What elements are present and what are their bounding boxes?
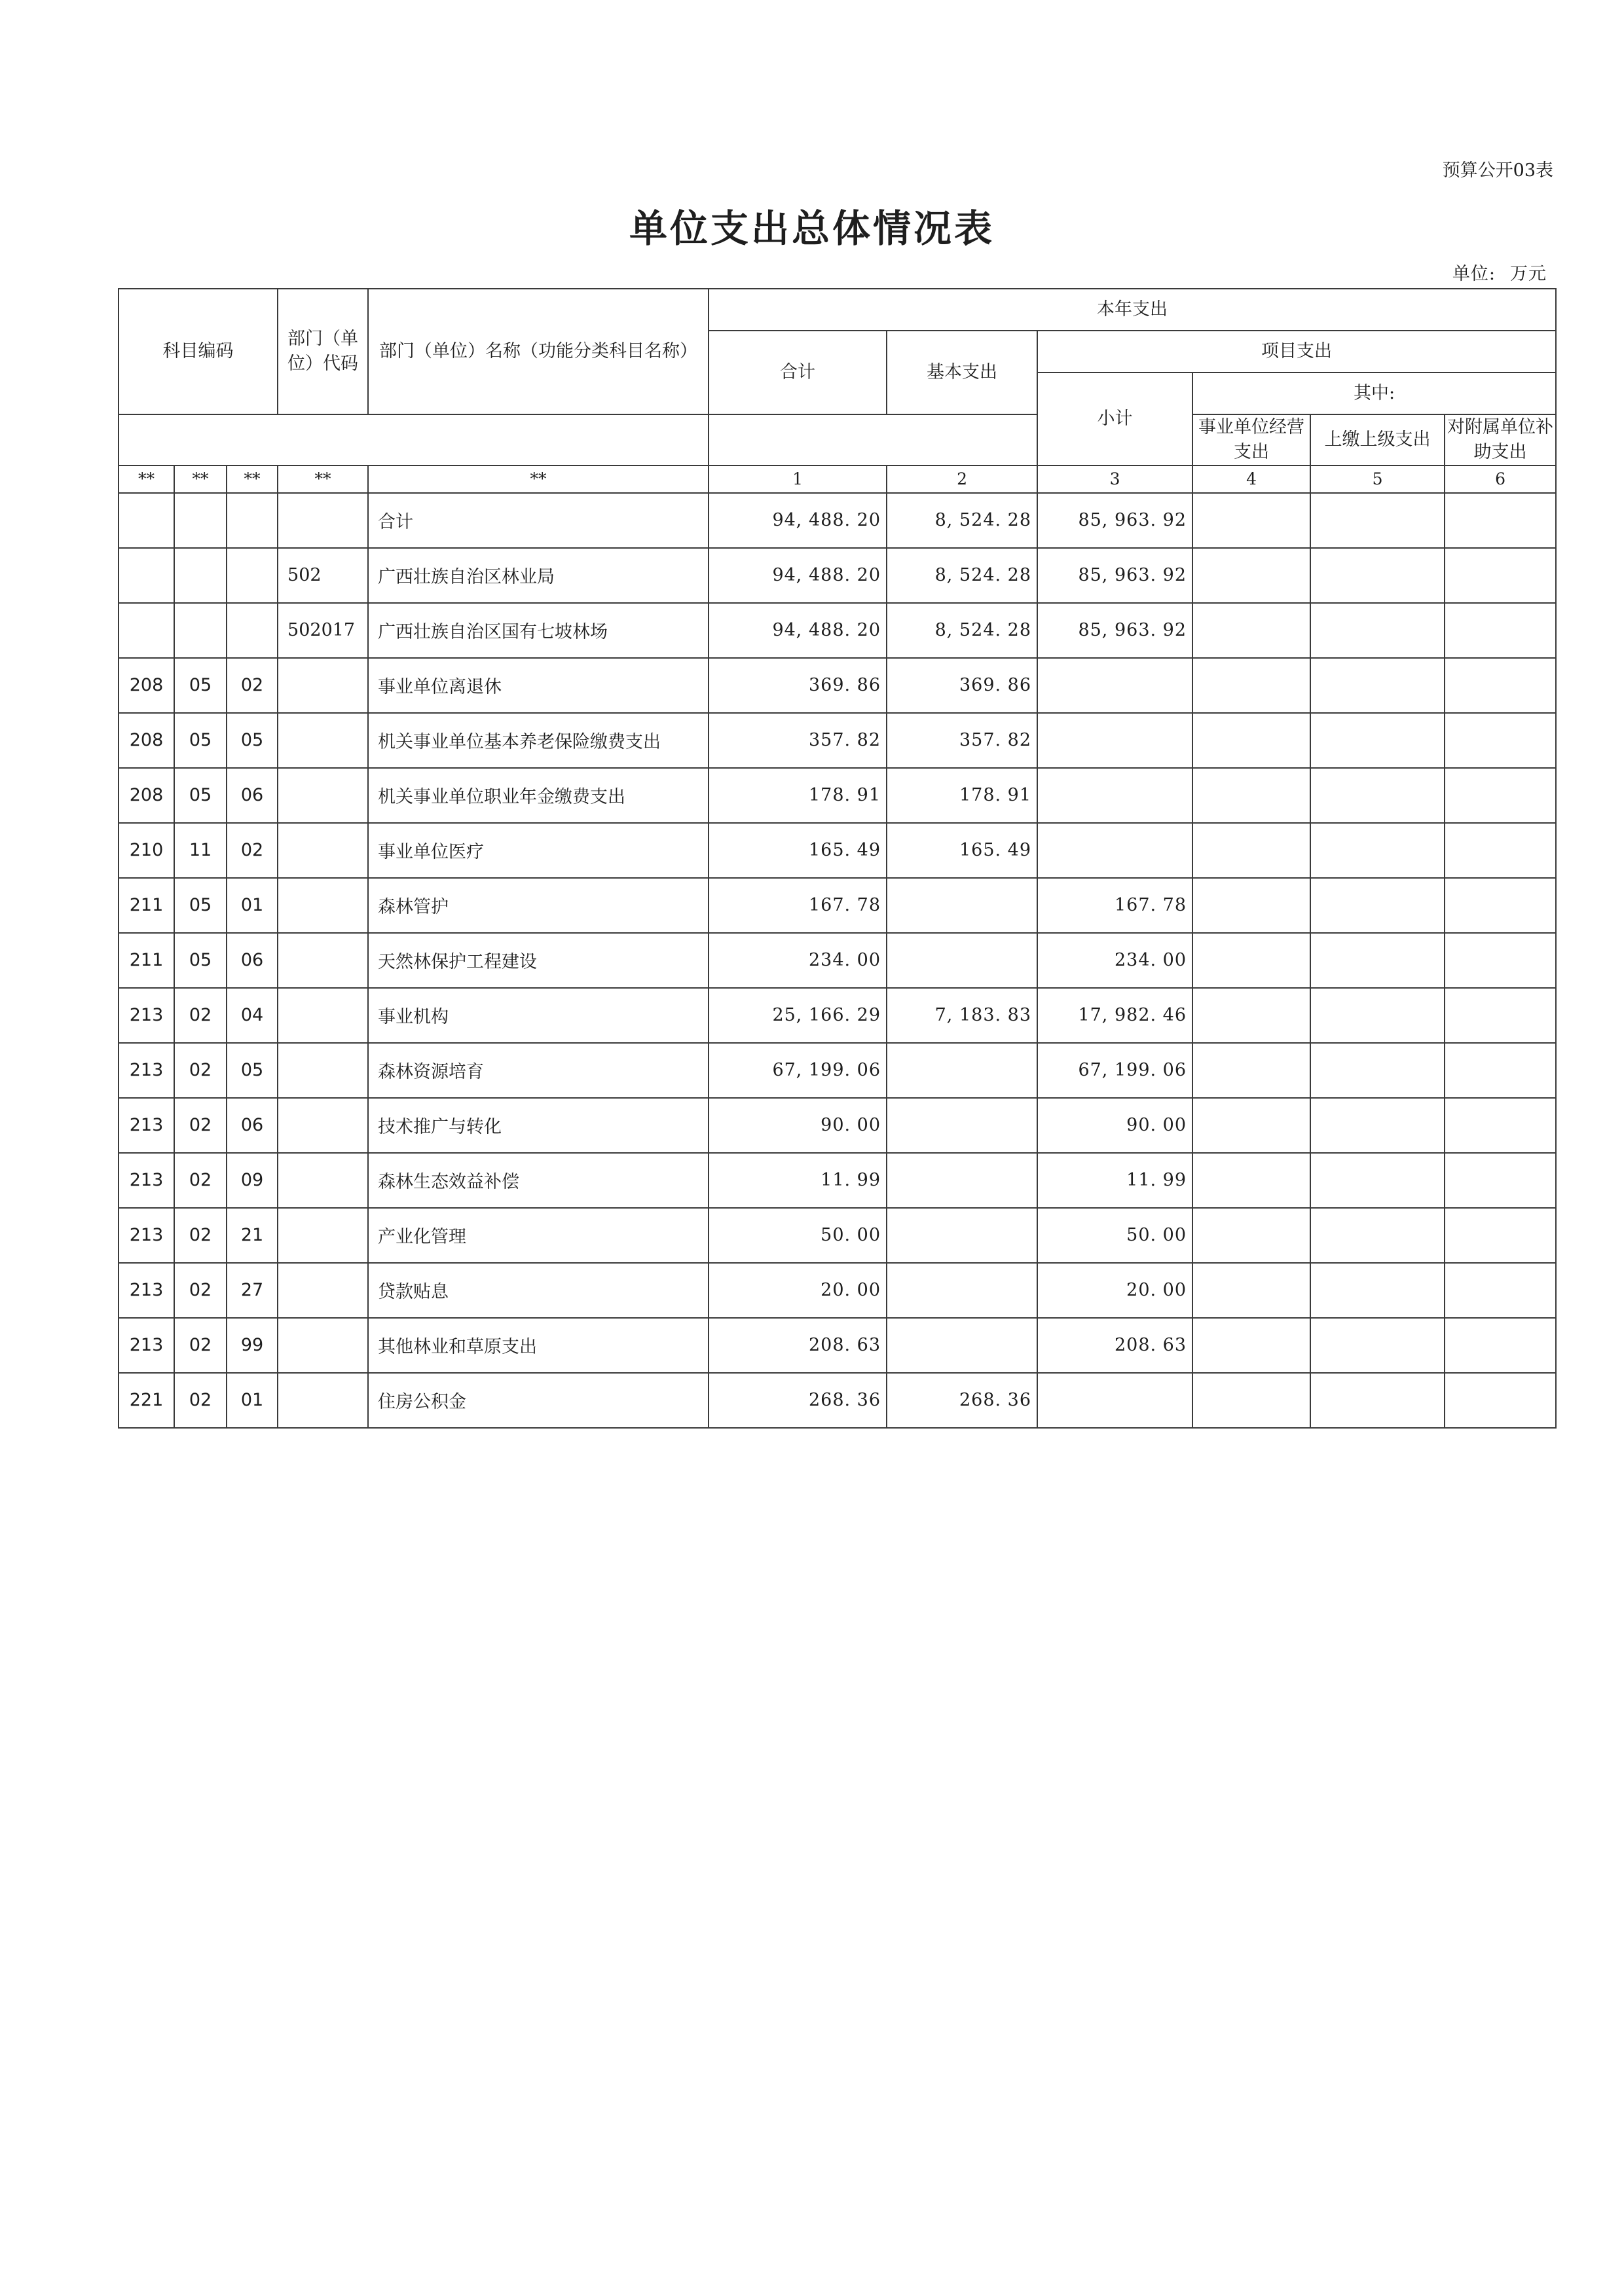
amount-project-subtotal: 167. 78	[1037, 878, 1192, 933]
amount-subsidy	[1445, 1373, 1556, 1428]
subject-code-class	[119, 603, 174, 658]
subject-code-item: 02	[174, 1318, 227, 1373]
amount-turn-over	[1310, 603, 1445, 658]
table-row	[119, 493, 1556, 548]
seq-cell: **	[278, 465, 368, 493]
dept-name: 森林管护	[368, 878, 709, 933]
subject-code-sub: 06	[227, 768, 278, 823]
dept-name: 住房公积金	[368, 1373, 709, 1428]
seq-cell: **	[119, 465, 174, 493]
header-turn-over: 上缴上级支出	[1310, 414, 1445, 465]
subject-code-class: 211	[119, 878, 174, 933]
expenditure-table	[118, 288, 1557, 1429]
subject-code-sub: 09	[227, 1153, 278, 1208]
amount-subsidy	[1445, 933, 1556, 988]
subject-code-class: 210	[119, 823, 174, 878]
amount-total: 94, 488. 20	[709, 548, 887, 603]
subject-code-item: 02	[174, 1373, 227, 1428]
amount-business-ops	[1192, 1098, 1310, 1153]
table-row	[119, 658, 1556, 713]
amount-basic	[887, 1318, 1037, 1373]
subject-code-item: 05	[174, 713, 227, 768]
amount-turn-over	[1310, 1208, 1445, 1263]
amount-total: 357. 82	[709, 713, 887, 768]
amount-subsidy	[1445, 1098, 1556, 1153]
amount-turn-over	[1310, 1043, 1445, 1098]
amount-project-subtotal: 90. 00	[1037, 1098, 1192, 1153]
amount-basic	[887, 878, 1037, 933]
dept-code	[278, 933, 368, 988]
amount-business-ops	[1192, 768, 1310, 823]
amount-basic: 8, 524. 28	[887, 603, 1037, 658]
subject-code-item: 05	[174, 933, 227, 988]
dept-code	[278, 988, 368, 1043]
subject-code-class: 213	[119, 1043, 174, 1098]
amount-project-subtotal	[1037, 713, 1192, 768]
amount-project-subtotal: 85, 963. 92	[1037, 548, 1192, 603]
seq-cell: **	[174, 465, 227, 493]
dept-name: 事业单位离退休	[368, 658, 709, 713]
table-row	[119, 1318, 1556, 1373]
subject-code-sub: 99	[227, 1318, 278, 1373]
subject-code-sub: 04	[227, 988, 278, 1043]
dept-code	[278, 878, 368, 933]
dept-code: 502017	[278, 603, 368, 658]
dept-code	[278, 1373, 368, 1428]
amount-total: 90. 00	[709, 1098, 887, 1153]
header-total: 合计	[709, 331, 887, 414]
amount-business-ops	[1192, 493, 1310, 548]
amount-subsidy	[1445, 878, 1556, 933]
seq-cell: 2	[887, 465, 1037, 493]
subject-code-sub: 06	[227, 1098, 278, 1153]
header-subsidy: 对附属单位补助支出	[1445, 414, 1556, 465]
amount-subsidy	[1445, 768, 1556, 823]
dept-code	[278, 1318, 368, 1373]
amount-business-ops	[1192, 823, 1310, 878]
amount-subsidy	[1445, 988, 1556, 1043]
amount-total: 369. 86	[709, 658, 887, 713]
subject-code-item	[174, 603, 227, 658]
header-subtotal: 小计	[1037, 373, 1192, 465]
amount-turn-over	[1310, 1263, 1445, 1318]
amount-turn-over	[1310, 713, 1445, 768]
amount-turn-over	[1310, 933, 1445, 988]
amount-total: 11. 99	[709, 1153, 887, 1208]
subject-code-item	[174, 493, 227, 548]
subject-code-item: 02	[174, 1263, 227, 1318]
header-business-ops: 事业单位经营支出	[1192, 414, 1310, 465]
dept-name: 其他林业和草原支出	[368, 1318, 709, 1373]
amount-total: 67, 199. 06	[709, 1043, 887, 1098]
dept-name: 森林生态效益补偿	[368, 1153, 709, 1208]
unit-value: 万元	[1510, 264, 1547, 284]
subject-code-class: 221	[119, 1373, 174, 1428]
header-spacer-2	[709, 414, 1037, 465]
unit-caption: 单位:	[1452, 264, 1496, 284]
amount-project-subtotal: 85, 963. 92	[1037, 603, 1192, 658]
amount-total: 50. 00	[709, 1208, 887, 1263]
dept-name: 产业化管理	[368, 1208, 709, 1263]
subject-code-sub	[227, 548, 278, 603]
table-row	[119, 988, 1556, 1043]
table-row	[119, 878, 1556, 933]
dept-code	[278, 1098, 368, 1153]
amount-turn-over	[1310, 988, 1445, 1043]
header-among: 其中:	[1192, 373, 1556, 414]
dept-name: 广西壮族自治区国有七坡林场	[368, 603, 709, 658]
subject-code-sub: 01	[227, 1373, 278, 1428]
subject-code-sub: 01	[227, 878, 278, 933]
amount-turn-over	[1310, 1373, 1445, 1428]
amount-business-ops	[1192, 1208, 1310, 1263]
dept-name: 机关事业单位职业年金缴费支出	[368, 768, 709, 823]
dept-name: 合计	[368, 493, 709, 548]
amount-basic	[887, 1098, 1037, 1153]
subject-code-class: 208	[119, 768, 174, 823]
subject-code-class: 213	[119, 1208, 174, 1263]
subject-code-class: 208	[119, 658, 174, 713]
amount-total: 234. 00	[709, 933, 887, 988]
dept-name: 森林资源培育	[368, 1043, 709, 1098]
amount-subsidy	[1445, 823, 1556, 878]
subject-code-item: 05	[174, 768, 227, 823]
amount-subsidy	[1445, 658, 1556, 713]
seq-cell: 4	[1192, 465, 1310, 493]
subject-code-item: 02	[174, 1098, 227, 1153]
subject-code-item: 11	[174, 823, 227, 878]
subject-code-item: 02	[174, 1208, 227, 1263]
table-row	[119, 1263, 1556, 1318]
table-row	[119, 713, 1556, 768]
subject-code-sub: 06	[227, 933, 278, 988]
amount-business-ops	[1192, 988, 1310, 1043]
table-row	[119, 933, 1556, 988]
amount-basic: 7, 183. 83	[887, 988, 1037, 1043]
amount-subsidy	[1445, 713, 1556, 768]
sequence-row	[119, 465, 1556, 493]
subject-code-class: 213	[119, 1153, 174, 1208]
amount-basic	[887, 1043, 1037, 1098]
amount-project-subtotal	[1037, 1373, 1192, 1428]
amount-project-subtotal: 85, 963. 92	[1037, 493, 1192, 548]
amount-total: 268. 36	[709, 1373, 887, 1428]
dept-code	[278, 713, 368, 768]
table-row	[119, 1208, 1556, 1263]
amount-total: 94, 488. 20	[709, 493, 887, 548]
amount-basic: 268. 36	[887, 1373, 1037, 1428]
amount-business-ops	[1192, 1318, 1310, 1373]
amount-project-subtotal	[1037, 768, 1192, 823]
dept-code	[278, 768, 368, 823]
dept-name: 技术推广与转化	[368, 1098, 709, 1153]
amount-project-subtotal: 234. 00	[1037, 933, 1192, 988]
amount-turn-over	[1310, 658, 1445, 713]
dept-name: 事业单位医疗	[368, 823, 709, 878]
amount-basic: 357. 82	[887, 713, 1037, 768]
amount-total: 165. 49	[709, 823, 887, 878]
table-row	[119, 1373, 1556, 1428]
amount-project-subtotal: 208. 63	[1037, 1318, 1192, 1373]
subject-code-item	[174, 548, 227, 603]
amount-turn-over	[1310, 1153, 1445, 1208]
dept-code	[278, 493, 368, 548]
table-row	[119, 1098, 1556, 1153]
header-basic: 基本支出	[887, 331, 1037, 414]
amount-project-subtotal: 50. 00	[1037, 1208, 1192, 1263]
table-row	[119, 1043, 1556, 1098]
amount-subsidy	[1445, 1318, 1556, 1373]
subject-code-sub: 05	[227, 713, 278, 768]
table-row	[119, 548, 1556, 603]
subject-code-class: 213	[119, 1263, 174, 1318]
dept-name: 事业机构	[368, 988, 709, 1043]
amount-subsidy	[1445, 1043, 1556, 1098]
amount-business-ops	[1192, 548, 1310, 603]
amount-basic: 178. 91	[887, 768, 1037, 823]
amount-project-subtotal: 11. 99	[1037, 1153, 1192, 1208]
seq-cell: **	[227, 465, 278, 493]
amount-turn-over	[1310, 823, 1445, 878]
seq-cell: 1	[709, 465, 887, 493]
seq-cell: 3	[1037, 465, 1192, 493]
amount-project-subtotal: 67, 199. 06	[1037, 1043, 1192, 1098]
seq-cell: 5	[1310, 465, 1445, 493]
header-project: 项目支出	[1037, 331, 1556, 373]
dept-code	[278, 1263, 368, 1318]
amount-total: 178. 91	[709, 768, 887, 823]
amount-basic	[887, 1208, 1037, 1263]
amount-turn-over	[1310, 1318, 1445, 1373]
subject-code-class: 211	[119, 933, 174, 988]
subject-code-item: 02	[174, 988, 227, 1043]
amount-total: 20. 00	[709, 1263, 887, 1318]
seq-cell: **	[368, 465, 709, 493]
form-number: 预算公开03表	[1442, 160, 1553, 181]
amount-business-ops	[1192, 1263, 1310, 1318]
amount-total: 25, 166. 29	[709, 988, 887, 1043]
amount-business-ops	[1192, 933, 1310, 988]
dept-code	[278, 1043, 368, 1098]
subject-code-class: 213	[119, 1318, 174, 1373]
amount-basic	[887, 933, 1037, 988]
page-title: 单位支出总体情况表	[629, 206, 995, 251]
amount-subsidy	[1445, 1153, 1556, 1208]
header-dept-name: 部门（单位）名称（功能分类科目名称）	[368, 289, 709, 414]
amount-project-subtotal: 17, 982. 46	[1037, 988, 1192, 1043]
subject-code-class	[119, 493, 174, 548]
amount-basic: 8, 524. 28	[887, 493, 1037, 548]
amount-project-subtotal	[1037, 658, 1192, 713]
subject-code-sub: 02	[227, 658, 278, 713]
subject-code-class: 213	[119, 988, 174, 1043]
table-row	[119, 1153, 1556, 1208]
amount-total: 94, 488. 20	[709, 603, 887, 658]
amount-business-ops	[1192, 1153, 1310, 1208]
amount-basic	[887, 1263, 1037, 1318]
header-subject-code: 科目编码	[119, 289, 278, 414]
amount-basic: 165. 49	[887, 823, 1037, 878]
table-row	[119, 603, 1556, 658]
subject-code-sub: 27	[227, 1263, 278, 1318]
amount-turn-over	[1310, 768, 1445, 823]
header-current-year: 本年支出	[709, 289, 1556, 331]
header-spacer	[119, 414, 709, 465]
dept-code	[278, 1208, 368, 1263]
amount-basic: 369. 86	[887, 658, 1037, 713]
subject-code-class	[119, 548, 174, 603]
subject-code-class: 213	[119, 1098, 174, 1153]
amount-turn-over	[1310, 1098, 1445, 1153]
amount-project-subtotal: 20. 00	[1037, 1263, 1192, 1318]
subject-code-item: 02	[174, 1153, 227, 1208]
amount-business-ops	[1192, 658, 1310, 713]
amount-basic	[887, 1153, 1037, 1208]
amount-total: 167. 78	[709, 878, 887, 933]
subject-code-item: 05	[174, 658, 227, 713]
amount-business-ops	[1192, 1043, 1310, 1098]
subject-code-sub	[227, 603, 278, 658]
subject-code-sub: 05	[227, 1043, 278, 1098]
amount-basic: 8, 524. 28	[887, 548, 1037, 603]
amount-subsidy	[1445, 493, 1556, 548]
amount-subsidy	[1445, 1208, 1556, 1263]
subject-code-class: 208	[119, 713, 174, 768]
table-row	[119, 823, 1556, 878]
amount-business-ops	[1192, 1373, 1310, 1428]
dept-code: 502	[278, 548, 368, 603]
header-dept-code: 部门（单位）代码	[278, 289, 368, 414]
subject-code-item: 05	[174, 878, 227, 933]
dept-code	[278, 1153, 368, 1208]
unit-label	[1452, 259, 1547, 285]
amount-business-ops	[1192, 603, 1310, 658]
dept-name: 机关事业单位基本养老保险缴费支出	[368, 713, 709, 768]
amount-project-subtotal	[1037, 823, 1192, 878]
amount-business-ops	[1192, 878, 1310, 933]
amount-total: 208. 63	[709, 1318, 887, 1373]
subject-code-sub: 02	[227, 823, 278, 878]
amount-turn-over	[1310, 548, 1445, 603]
dept-name: 广西壮族自治区林业局	[368, 548, 709, 603]
amount-subsidy	[1445, 1263, 1556, 1318]
subject-code-sub: 21	[227, 1208, 278, 1263]
amount-turn-over	[1310, 493, 1445, 548]
table-row	[119, 768, 1556, 823]
dept-name: 贷款贴息	[368, 1263, 709, 1318]
dept-code	[278, 823, 368, 878]
amount-subsidy	[1445, 548, 1556, 603]
dept-name: 天然林保护工程建设	[368, 933, 709, 988]
subject-code-item: 02	[174, 1043, 227, 1098]
amount-subsidy	[1445, 603, 1556, 658]
dept-code	[278, 658, 368, 713]
subject-code-sub	[227, 493, 278, 548]
amount-business-ops	[1192, 713, 1310, 768]
seq-cell: 6	[1445, 465, 1556, 493]
amount-turn-over	[1310, 878, 1445, 933]
